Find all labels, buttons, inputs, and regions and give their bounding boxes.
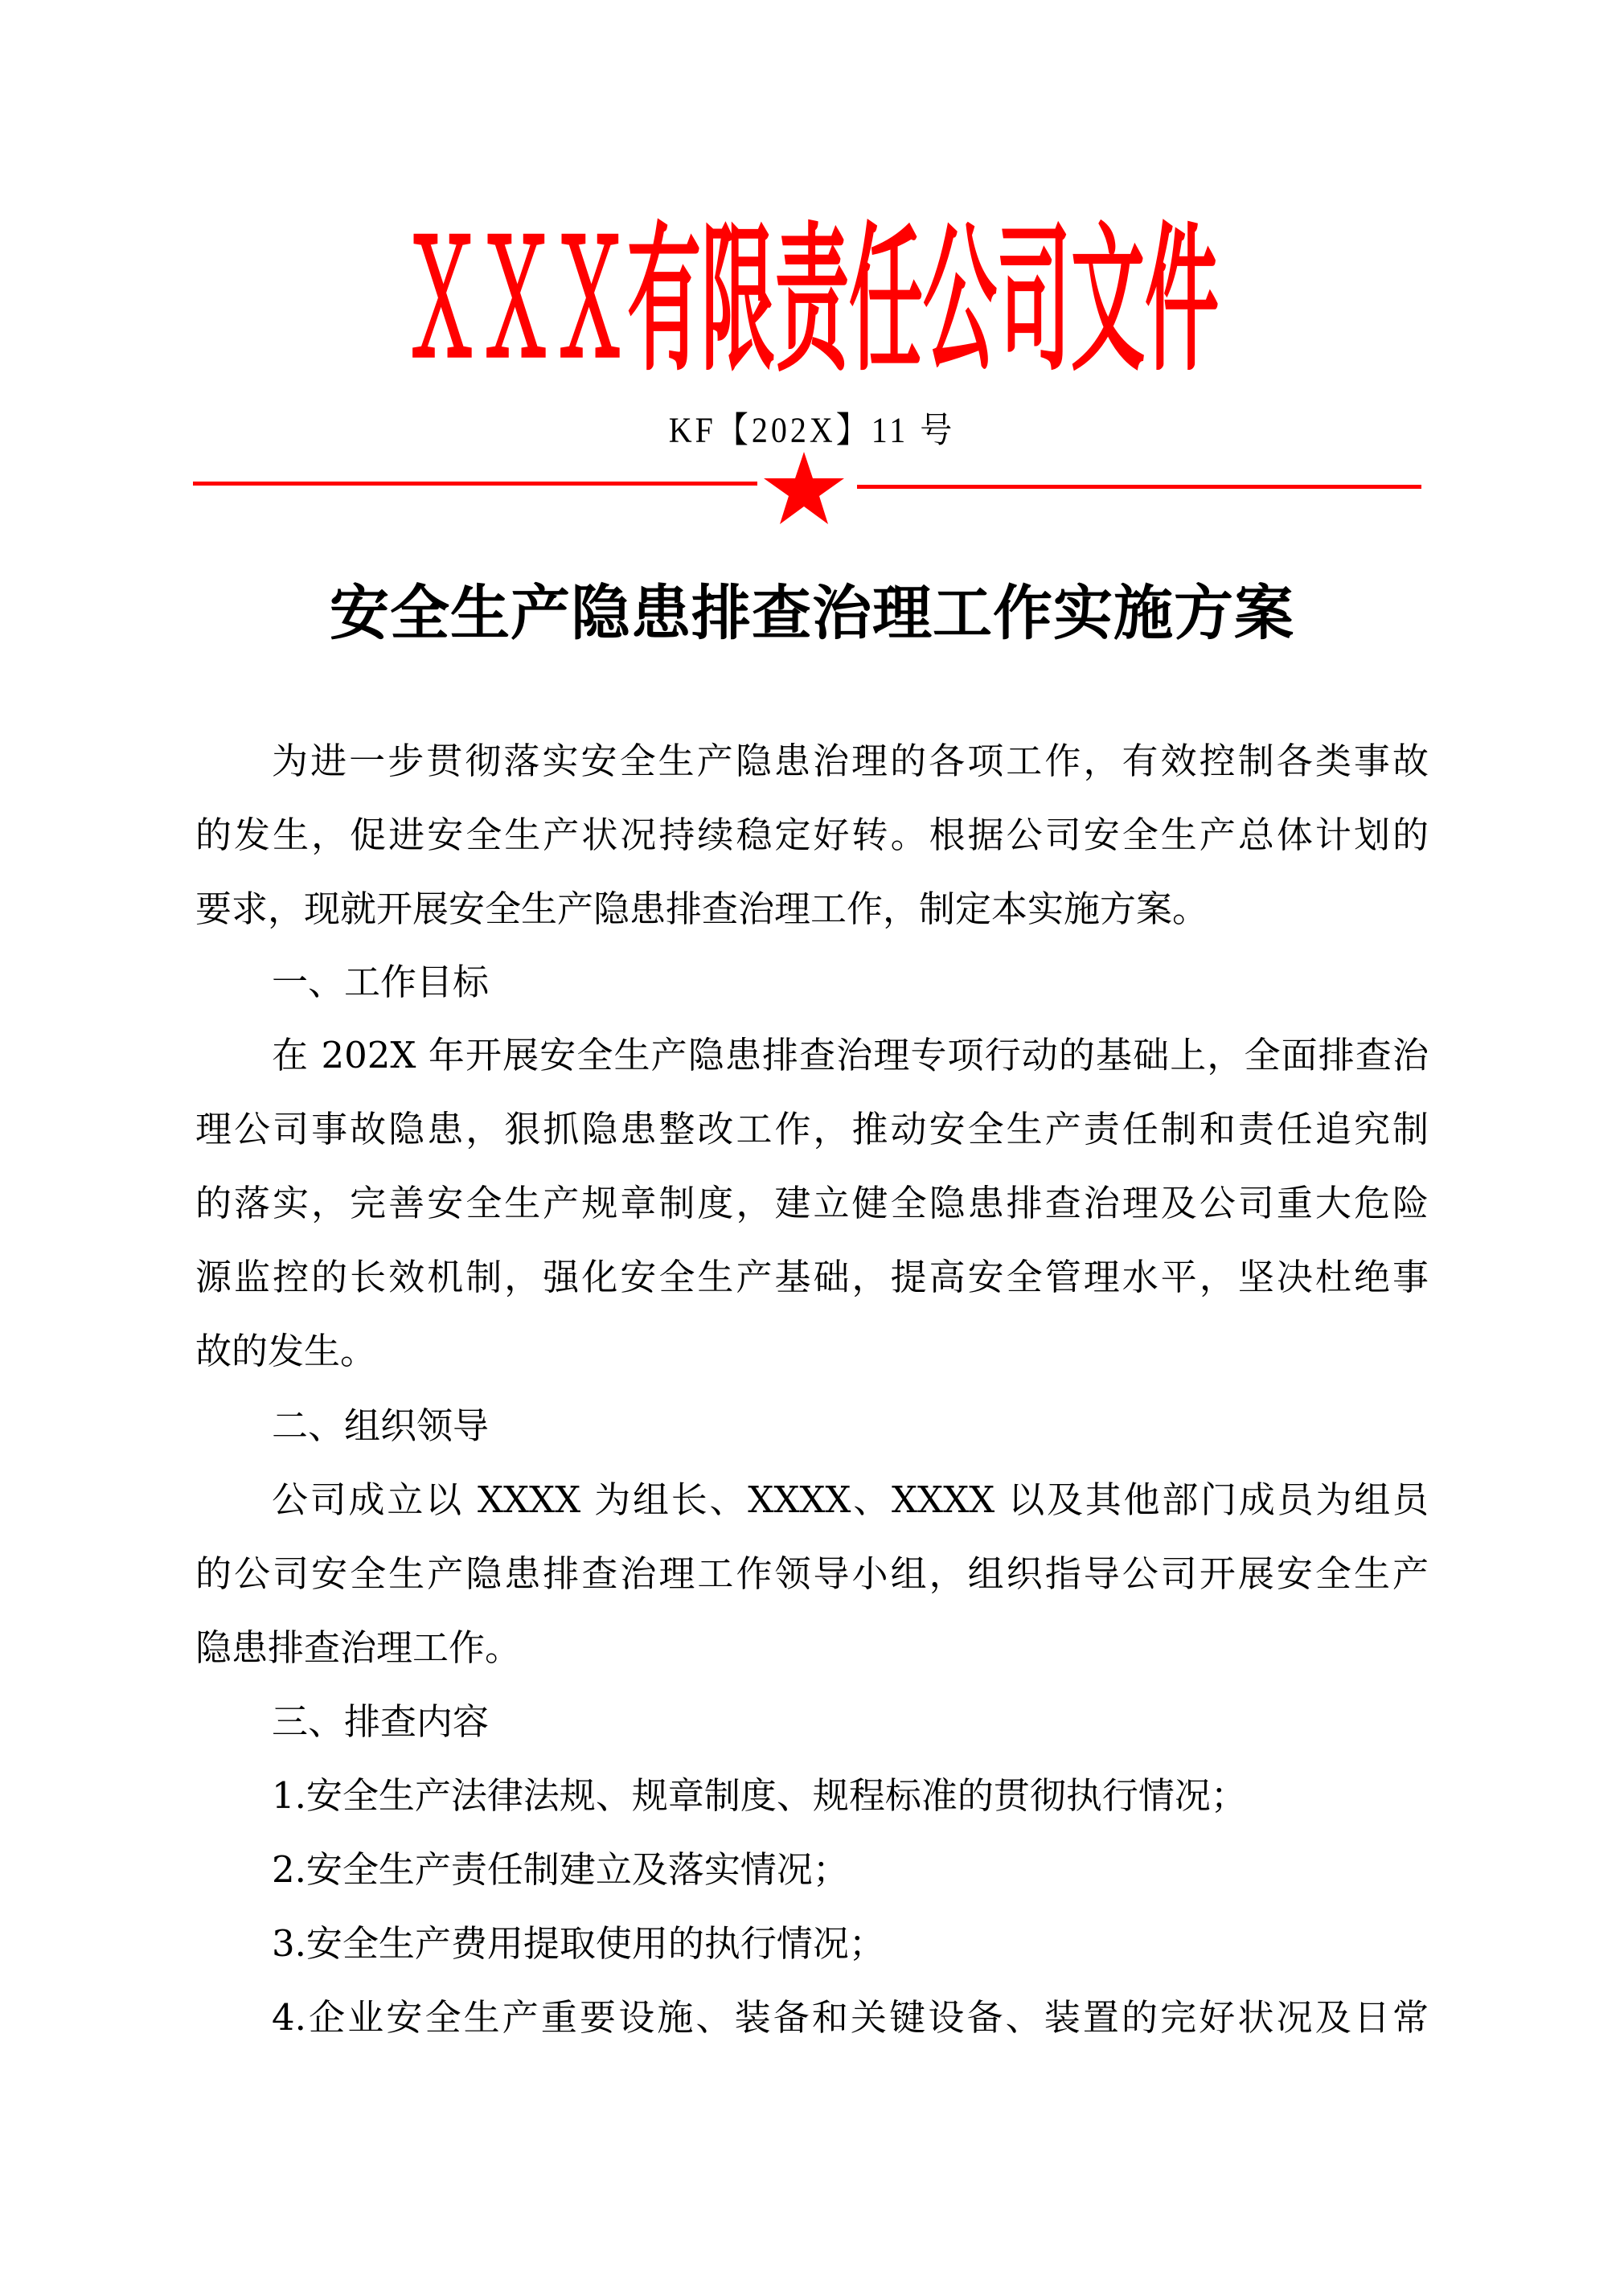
letterhead: [0, 207, 1624, 393]
document-number: KF【202X】11 号: [668, 409, 956, 450]
section-heading: 二、组织领导: [272, 1404, 490, 1447]
body-line: 的公司安全生产隐患排查治理工作领导小组，组织指导公司开展安全生产: [195, 1552, 1429, 1595]
body-line: 的落实，完善安全生产规章制度，建立健全隐患排查治理及公司重大危险: [195, 1182, 1429, 1224]
list-item: 1.安全生产法律法规、规章制度、规程标准的贯彻执行情况；: [272, 1774, 1247, 1817]
document-title: 安全生产隐患排查治理工作实施方案: [330, 579, 1294, 648]
body-line: 为进一步贯彻落实安全生产隐患治理的各项工作，有效控制各类事故: [272, 740, 1429, 782]
list-item: 2.安全生产责任制建立及落实情况；: [272, 1848, 849, 1891]
body-line: 故的发生。: [195, 1330, 377, 1372]
red-separator-right: [857, 485, 1421, 489]
section-heading: 三、排查内容: [272, 1700, 490, 1743]
red-separator-left: [193, 482, 757, 486]
list-item: 3.安全生产费用提取使用的执行情况；: [272, 1922, 885, 1965]
body-line: 源监控的长效机制，强化安全生产基础，提高安全管理水平，坚决杜绝事: [195, 1256, 1429, 1298]
star-icon: [764, 452, 844, 524]
body-line: 要求，现就开展安全生产隐患排查治理工作，制定本实施方案。: [195, 888, 1209, 930]
body-line: 隐患排查治理工作。: [195, 1626, 522, 1669]
body-line: 的发生，促进安全生产状况持续稳定好转。根据公司安全生产总体计划的: [195, 814, 1429, 856]
list-item: 4.企业安全生产重要设施、装备和关键设备、装置的完好状况及日常: [272, 1996, 1429, 2039]
body-line: 公司成立以 XXXX 为组长、XXXX、XXXX 以及其他部门成员为组员: [272, 1478, 1429, 1521]
org-title: ＸＸＸ有限责任公司文件: [404, 207, 1219, 393]
body-line: 在 202X 年开展安全生产隐患排查治理专项行动的基础上，全面排查治: [272, 1034, 1429, 1076]
section-heading: 一、工作目标: [272, 961, 490, 1003]
body-line: 理公司事故隐患，狠抓隐患整改工作，推动安全生产责任制和责任追究制: [195, 1108, 1429, 1150]
